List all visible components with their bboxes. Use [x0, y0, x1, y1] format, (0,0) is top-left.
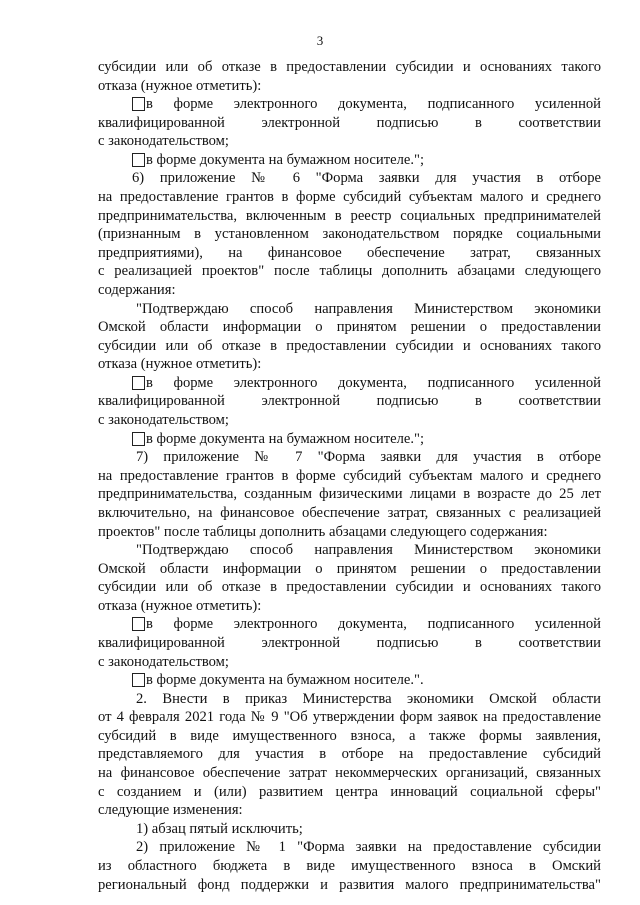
text-line — [132, 151, 601, 169]
text-line — [98, 504, 601, 522]
text-line — [98, 207, 601, 225]
line-text: из областного бюджета в виде имущественного взноса в Омский — [98, 857, 601, 874]
line-text: квалифицированной электронной подписью в соответствии — [98, 114, 601, 131]
text-line — [98, 745, 601, 763]
line-text: содержания: — [98, 281, 176, 298]
line-text: на предоставление грантов в форме субсидий субъектам малого и среднего — [98, 467, 601, 484]
text-line — [98, 225, 601, 243]
text-line — [136, 541, 601, 559]
text-line — [98, 58, 601, 76]
text-line — [132, 169, 601, 187]
line-text: квалифицированной электронной подписью в соответствии — [98, 634, 601, 651]
line-text: в форме электронного документа, подписанного усиленной — [146, 616, 601, 633]
line-text: субсидии или об отказе в предоставлении субсидии и основаниях такого — [98, 59, 601, 75]
text-line — [98, 764, 601, 782]
text-line — [98, 876, 601, 894]
line-text: от 4 февраля 2021 года № 9 "Об утверждении форм заявок на предоставление — [98, 709, 601, 726]
line-text: включительно, на финансовое обеспечение затрат, связанных с реализацией — [98, 504, 601, 521]
line-text: проектов" после таблицы дополнить абзацами следующего содержания: — [98, 523, 548, 540]
line-text: предпринимательства, созданным физическими лицами в возрасте до 25 лет — [98, 486, 601, 503]
line-text: отказа (нужное отметить): — [98, 77, 262, 94]
text-line — [98, 708, 601, 726]
text-line — [98, 783, 601, 801]
line-text: региональный фонд поддержки и развития малого предпринимательства" — [98, 876, 601, 893]
text-line — [98, 857, 601, 875]
checkbox[interactable] — [132, 376, 145, 390]
line-text: 1) абзац пятый исключить; — [136, 820, 303, 837]
text-line — [98, 188, 601, 206]
line-text: Омской области информации о принятом решении о предоставлении — [98, 560, 601, 577]
text-line — [98, 801, 601, 819]
text-line — [136, 690, 601, 708]
line-text: "Подтверждаю способ направления Министерством экономики — [136, 300, 601, 317]
line-text: субсидии или об отказе в предоставлении субсидии и основаниях такого — [98, 337, 601, 354]
text-line — [98, 281, 601, 299]
text-line — [132, 374, 601, 392]
text-line — [98, 485, 601, 503]
text-line — [98, 597, 601, 615]
text-line — [136, 838, 601, 856]
line-text: 7) приложение № 7 "Форма заявки для участия в отборе — [136, 449, 601, 466]
line-text: в форме документа на бумажном носителе.". — [146, 672, 424, 689]
text-line — [98, 392, 601, 410]
text-line — [132, 95, 601, 113]
checkbox[interactable] — [132, 153, 145, 167]
checkbox[interactable] — [132, 97, 145, 111]
line-text: 2. Внести в приказ Министерства экономики Омской области — [136, 690, 601, 707]
text-line — [98, 467, 601, 485]
line-text: (признанным в установленном законодательством порядке социальными — [98, 226, 601, 243]
line-text: с законодательством; — [98, 133, 229, 150]
line-text: в форме документа на бумажном носителе."; — [146, 151, 424, 168]
text-line — [98, 355, 601, 373]
text-line — [98, 653, 601, 671]
line-text: в форме электронного документа, подписанного усиленной — [146, 96, 601, 113]
text-line — [136, 300, 601, 318]
text-line — [98, 77, 601, 95]
checkbox[interactable] — [132, 673, 145, 687]
page-number: 3 — [316, 33, 324, 48]
text-line — [136, 448, 601, 466]
line-text: "Подтверждаю способ направления Министерством экономики — [136, 542, 601, 559]
line-text: отказа (нужное отметить): — [98, 356, 262, 373]
text-line — [132, 430, 601, 448]
line-text: следующие изменения: — [98, 802, 243, 819]
line-text: отказа (нужное отметить): — [98, 597, 262, 614]
text-line — [136, 820, 601, 838]
text-line — [98, 262, 601, 280]
text-line — [98, 634, 601, 652]
line-text: в форме электронного документа, подписанного усиленной — [146, 374, 601, 391]
text-line — [98, 244, 601, 262]
text-line — [132, 671, 601, 689]
line-text: 2) приложение № 1 "Форма заявки на предоставление субсидии — [136, 839, 601, 856]
line-text: на предоставление грантов в форме субсидий субъектам малого и среднего — [98, 189, 601, 206]
text-line — [98, 114, 601, 132]
text-line — [98, 132, 601, 150]
line-text: в форме документа на бумажном носителе."; — [146, 430, 424, 447]
line-text: с созданием и (или) развитием центра инноваций социальной сферы" — [98, 783, 601, 800]
checkbox[interactable] — [132, 432, 145, 446]
line-text: предпринимательства, включенным в реестр социальных предпринимателей — [98, 207, 601, 224]
line-text: субсидий в виде имущественного взноса, а также формы заявления, — [98, 727, 601, 744]
line-text: с законодательством; — [98, 653, 229, 670]
text-line — [98, 727, 601, 745]
line-text: субсидии или об отказе в предоставлении субсидии и основаниях такого — [98, 579, 601, 596]
text-line — [98, 411, 601, 429]
text-line — [98, 578, 601, 596]
line-text: предприятиями), на финансовое обеспечение затрат, связанных — [98, 244, 601, 261]
text-line — [98, 318, 601, 336]
text-line — [98, 337, 601, 355]
line-text: 6) приложение № 6 "Форма заявки для участия в отборе — [132, 170, 601, 187]
checkbox[interactable] — [132, 617, 145, 631]
line-text: Омской области информации о принятом решении о предоставлении — [98, 319, 601, 336]
text-line — [98, 523, 601, 541]
line-text: с реализацией проектов" после таблицы дополнить абзацами следующего — [98, 263, 601, 280]
text-line — [132, 615, 601, 633]
line-text: с законодательством; — [98, 412, 229, 429]
text-line — [98, 560, 601, 578]
line-text: квалифицированной электронной подписью в соответствии — [98, 393, 601, 410]
line-text: на финансовое обеспечение затрат некоммерческих организаций, связанных — [98, 765, 601, 782]
line-text: представляемого для участия в отборе на предоставление субсидий — [98, 746, 601, 763]
